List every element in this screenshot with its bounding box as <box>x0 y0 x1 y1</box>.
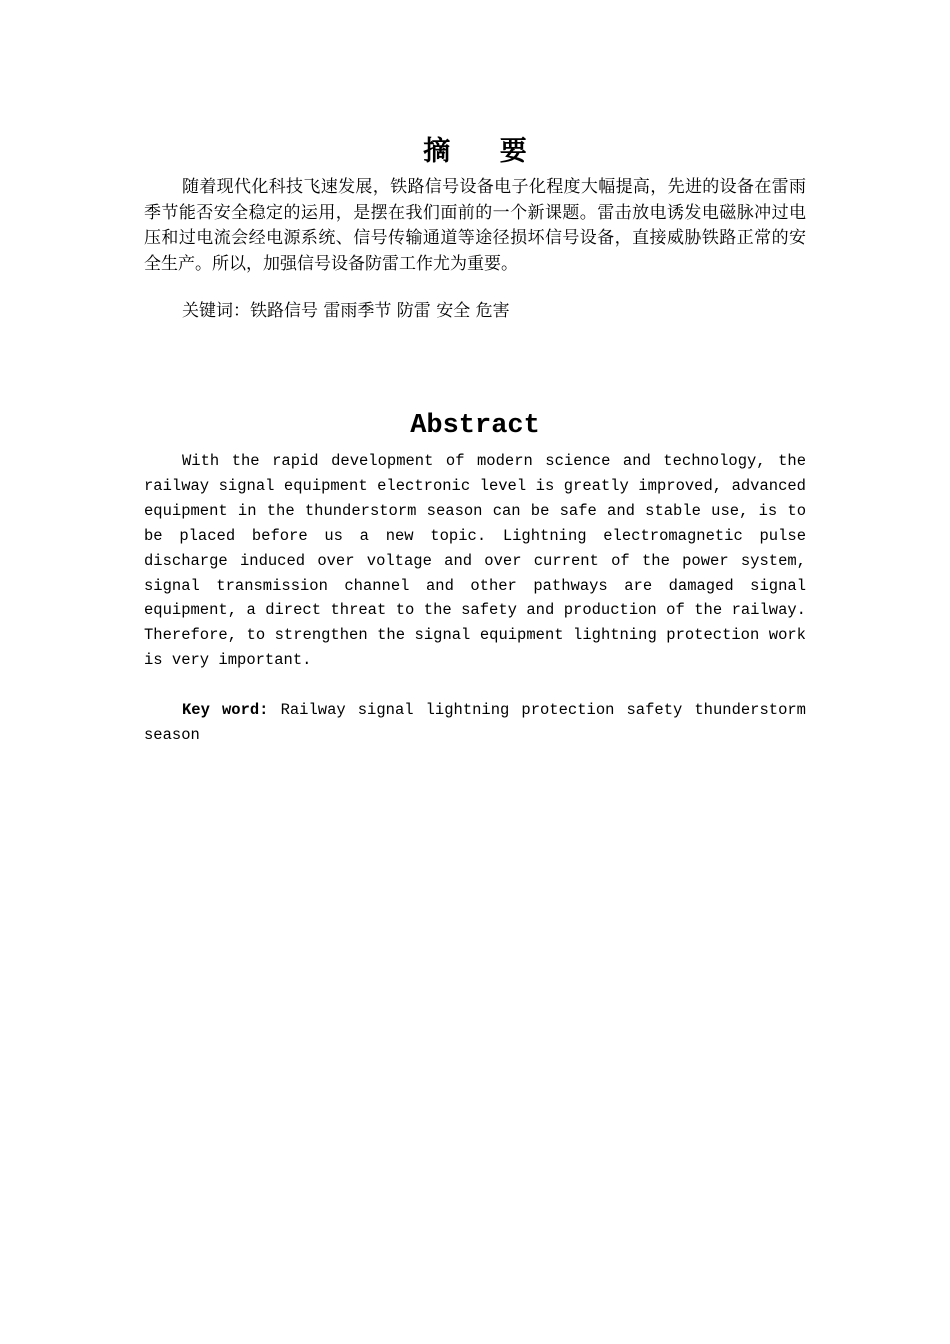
chinese-keywords: 铁路信号 雷雨季节 防雷 安全 危害 <box>250 301 510 321</box>
chinese-abstract-body: 随着现代化科技飞速发展，铁路信号设备电子化程度大幅提高，先进的设备在雷雨季节能否安全稳定的运用，是摆在我们面前的一个新课题。雷击放电诱发电磁脉冲过电压和过电流会经电源系统、信号传输通道等途径损坏信号设备，直接威胁铁路正常的安全生产。所以，加强信号设备防雷工作尤为重要。 <box>144 177 806 274</box>
english-abstract-body: With the rapid development of modern science and technology, the railway signal equipment electronic level is greatly improved, advanced equipment in the thunderstorm season can be safe and stable use, is to be placed before us a new topic. Lightning electromagnetic pulse discharge induced over voltage and over current of the power system, signal transmission channel and other pathways are damaged signal equipment, a direct threat to the safety and production of the railway. Therefore, to strengthen the signal equipment lightning protection work is very important. <box>144 452 806 670</box>
chinese-abstract-title: 摘 要 <box>423 136 547 167</box>
english-keywords-line <box>144 698 806 748</box>
english-keywords-label: Key word: <box>182 701 269 719</box>
english-keywords: Railway signal lightning protection safety thunderstorm season <box>144 701 806 744</box>
chinese-keywords-line <box>182 299 806 324</box>
chinese-keywords-label: 关键词： <box>182 301 250 321</box>
english-abstract-title: Abstract <box>410 411 540 441</box>
